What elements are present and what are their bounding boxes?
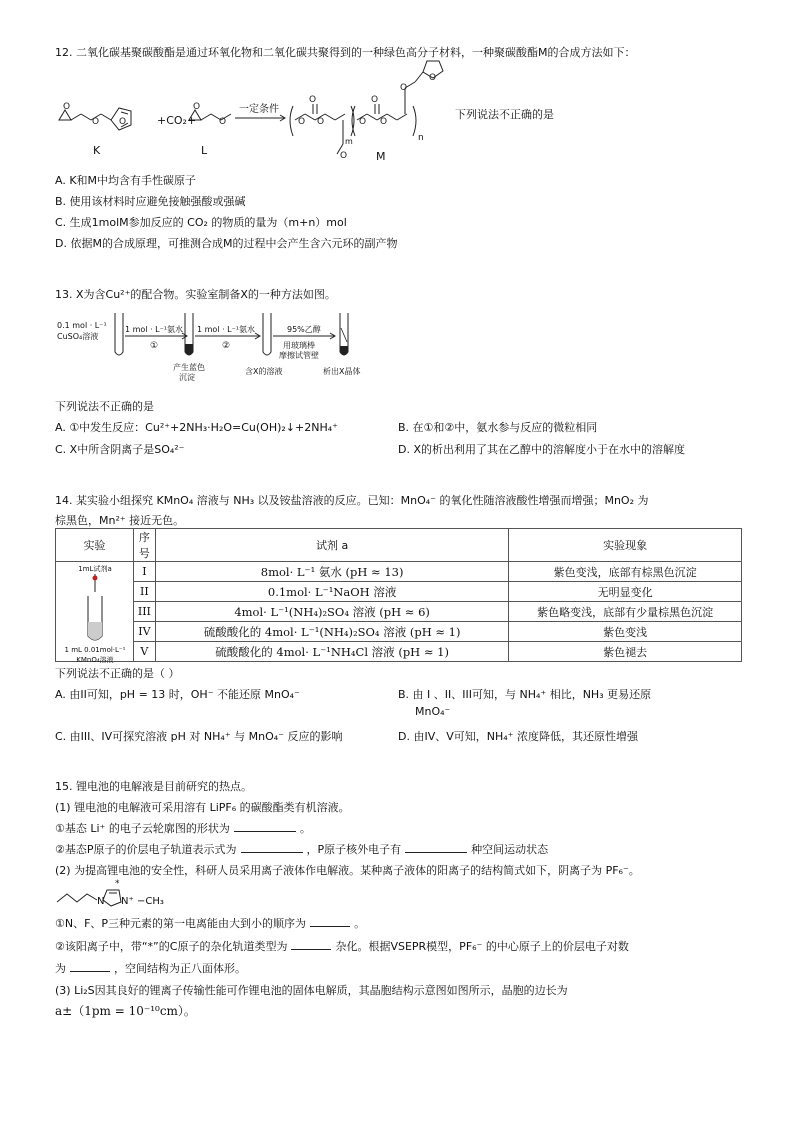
table-header-row [56,529,742,562]
q13-step1-label: 1 mol · L⁻¹氨水 [125,325,184,334]
q12-condition: 一定条件 [239,104,279,115]
svg-text:O: O [400,83,408,93]
q13-start-reagent-1: 0.1 mol · L⁻¹ [57,321,107,330]
q15-part1-q2-text-b: ，P原子核外电子有 [306,843,402,856]
table-row [56,562,742,582]
q13-step3-note-1: 用玻璃棒 [283,341,315,350]
q15-part2-q1-text: ①N、F、P三种元素的第一电离能由大到小的顺序为 [55,917,307,930]
row-4-reagent: 硫酸酸化的 4mol· L⁻¹(NH₄)₂SO₄ 溶液 (pH ≈ 1) [155,622,509,642]
row-5-num: V [133,642,155,662]
row-3-reagent: 4mol· L⁻¹(NH₄)₂SO₄ 溶液 (pH ≈ 6) [155,602,509,622]
svg-text:O: O [359,117,367,127]
q15-part1-q1-end: 。 [299,822,311,835]
table-row [56,622,742,642]
q13-step1-num: ① [150,341,159,351]
q15-part2-q3-text-b: ，空间结构为正八面体形。 [114,962,246,975]
answer-blank[interactable] [405,842,467,853]
header-experiment: 实验 [56,529,134,562]
answer-blank[interactable] [291,939,331,950]
svg-text:O: O [193,102,201,112]
q12-option-a: A. K和M中均含有手性碳原子 [55,174,197,187]
q13-option-d: D. X的析出利用了其在乙醇中的溶解度小于在水中的溶解度 [398,443,685,456]
q13-step3-note-2: 摩擦试管壁 [279,351,319,360]
svg-text:O: O [380,117,388,127]
q14-question: 下列说法不正确的是（ ） [55,667,180,680]
q15-part2-q1-end: 。 [354,917,366,930]
q13-stem: 13. X为含Cu²⁺的配合物。实验室制备X的一种方法如图。 [55,288,336,301]
q12-reaction-scheme [55,58,475,170]
q15-part1-q1-text: ①基态 Li⁺ 的电子云轮廓图的形状为 [55,822,230,835]
answer-blank[interactable] [310,916,350,927]
q15-struct-n1: N [97,896,105,907]
q14-stem-line-1: 14. 某实验小组探究 KMnO₄ 溶液与 NH₃ 以及铵盐溶液的反应。已知：MnO₄⁻ 的氧化性随溶液酸性增强而增强；MnO₂ 为 [55,494,649,507]
row-4-num: IV [133,622,155,642]
q13-tube2-label-2: 沉淀 [179,373,195,382]
q15-part1-q1 [55,820,311,836]
q15-part2-q2-text-a: ②该阳离子中，带“*”的C原子的杂化轨道类型为 [55,940,288,953]
q14-option-b-line-2: MnO₄⁻ [415,705,451,718]
table-row [56,602,742,622]
apparatus-bottom-label-2: KMnO₄溶液 [76,656,114,664]
q15-part1: (1) 锂电池的电解液可采用溶有 LiPF₆ 的碳酸酯类有机溶液。 [55,801,350,814]
q13-tube4-label: 析出X晶体 [323,367,361,376]
svg-text:O: O [92,117,100,127]
apparatus-cell [56,562,134,662]
svg-text:O: O [119,117,127,127]
row-1-reagent: 8mol· L⁻¹ 氨水 (pH ≈ 13) [155,562,509,582]
q12-sub-m: m [345,137,353,146]
apparatus-bottom-label-1: 1 mL 0.01mol·L⁻¹ [64,646,126,654]
q12-option-c: C. 生成1molM参加反应的 CO₂ 的物质的量为（m+n）mol [55,216,347,229]
header-reagent: 试剂 a [155,529,509,562]
row-5-reagent: 硫酸酸化的 4mol· L⁻¹NH₄Cl 溶液 (pH ≈ 1) [155,642,509,662]
q13-start-reagent-2: CuSO₄溶液 [57,332,99,341]
q15-part2: (2) 为提高锂电池的安全性，科研人员采用离子液体作电解液。某种离子液体的阳离子的结构简式如下，阴离子为 PF₆⁻。 [55,864,640,877]
test-tube-dropper-icon [84,574,106,644]
q13-tube2-label-1: 产生蓝色 [173,363,205,372]
q15-part2-q1 [55,915,365,931]
q12-stem: 12. 二氧化碳基聚碳酸酯是通过环氧化物和二氧化碳共聚得到的一种绿色高分子材料，一种聚碳酸酯M的合成方法如下： [55,46,636,59]
q12-label-l: L [201,144,208,157]
q13-step2-label: 1 mol · L⁻¹氨水 [197,325,256,334]
answer-blank[interactable] [70,961,110,972]
q15-part3-line-2: a±（1pm = 10⁻¹⁰cm）。 [55,1004,196,1018]
svg-text:O: O [340,151,348,161]
row-1-phenomenon: 紫色变浅，底部有棕黑色沉淀 [509,562,742,582]
q15-cation-structure [55,876,195,910]
q14-stem-line-2: 棕黑色，Mn²⁺ 接近无色。 [55,514,185,527]
q13-option-a: A. ①中发生反应：Cu²⁺+2NH₃·H₂O=Cu(OH)₂↓+2NH₄⁺ [55,421,338,434]
q15-struct-star: * [115,879,120,889]
row-3-num: III [133,602,155,622]
q15-part2-q3 [55,960,246,976]
svg-text:O: O [371,95,379,105]
svg-text:O: O [317,117,325,127]
q14-option-c: C. 由III、IV可探究溶液 pH 对 NH₄⁺ 与 MnO₄⁻ 反应的影响 [55,730,343,743]
q12-question: 下列说法不正确的是 [455,108,554,121]
row-1-num: I [133,562,155,582]
q12-label-m: M [376,150,386,163]
q15-part3-line-1: (3) Li₂S因其良好的锂离子传输性能可作锂电池的固体电解质，其晶胞结构示意图如图所示，晶胞的边长为 [55,984,568,997]
q12-sub-n: n [418,133,424,143]
q15-part2-q2-text-b: 杂化。根据VSEPR模型，PF₆⁻ 的中心原子上的价层电子对数 [335,940,629,953]
svg-text:O: O [429,73,437,83]
q14-option-b-line-1: B. 由 I 、II、III可知，与 NH₄⁺ 相比，NH₃ 更易还原 [398,688,652,701]
svg-text:O: O [219,117,227,127]
q13-procedure-diagram [55,308,385,384]
q12-option-b: B. 使用该材料时应避免接触强酸或强碱 [55,195,246,208]
q15-part2-q2 [55,938,629,954]
q15-part1-q2-text-c: 种空间运动状态 [471,843,549,856]
q13-option-b: B. 在①和②中，氨水参与反应的微粒相同 [398,421,598,434]
row-2-num: II [133,582,155,602]
q14-option-d: D. 由IV、V可知，NH₄⁺ 浓度降低，其还原性增强 [398,730,638,743]
q15-struct-n2: N⁺ [121,896,134,907]
answer-blank[interactable] [241,842,303,853]
svg-text:O: O [309,95,317,105]
q14-experiment-table [55,528,742,662]
row-2-reagent: 0.1mol· L⁻¹NaOH 溶液 [155,582,509,602]
q13-step3-label: 95%乙醇 [287,325,321,334]
q15-part1-q2-text-a: ②基态P原子的价层电子轨道表示式为 [55,843,237,856]
row-2-phenomenon: 无明显变化 [509,582,742,602]
apparatus-top-label: 1mL试剂a [78,565,112,573]
q15-struct-ch3: −CH₃ [137,896,164,907]
svg-text:O: O [63,102,71,112]
header-number: 序号 [133,529,155,562]
svg-text:O: O [298,117,306,127]
q15-part2-q3-text-a: 为 [55,962,66,975]
row-5-phenomenon: 紫色褪去 [509,642,742,662]
header-phenomenon: 实验现象 [509,529,742,562]
q13-option-c: C. X中所含阴离子是SO₄²⁻ [55,443,185,456]
answer-blank[interactable] [234,821,296,832]
table-row [56,582,742,602]
q15-part1-q2 [55,841,548,857]
q12-option-d: D. 依据M的合成原理，可推测合成M的过程中会产生含六元环的副产物 [55,237,398,250]
table-row [56,642,742,662]
row-3-phenomenon: 紫色略变浅，底部有少量棕黑色沉淀 [509,602,742,622]
q13-tube3-label: 含X的溶液 [245,367,283,376]
q14-option-a: A. 由II可知，pH = 13 时，OH⁻ 不能还原 MnO₄⁻ [55,688,300,701]
row-4-phenomenon: 紫色变浅 [509,622,742,642]
q12-plus-co2: +CO₂+ [157,114,197,127]
q12-label-k: K [93,144,101,157]
q13-question: 下列说法不正确的是 [55,400,154,413]
q13-step2-num: ② [222,341,231,351]
q15-stem: 15. 锂电池的电解液是目前研究的热点。 [55,780,252,793]
